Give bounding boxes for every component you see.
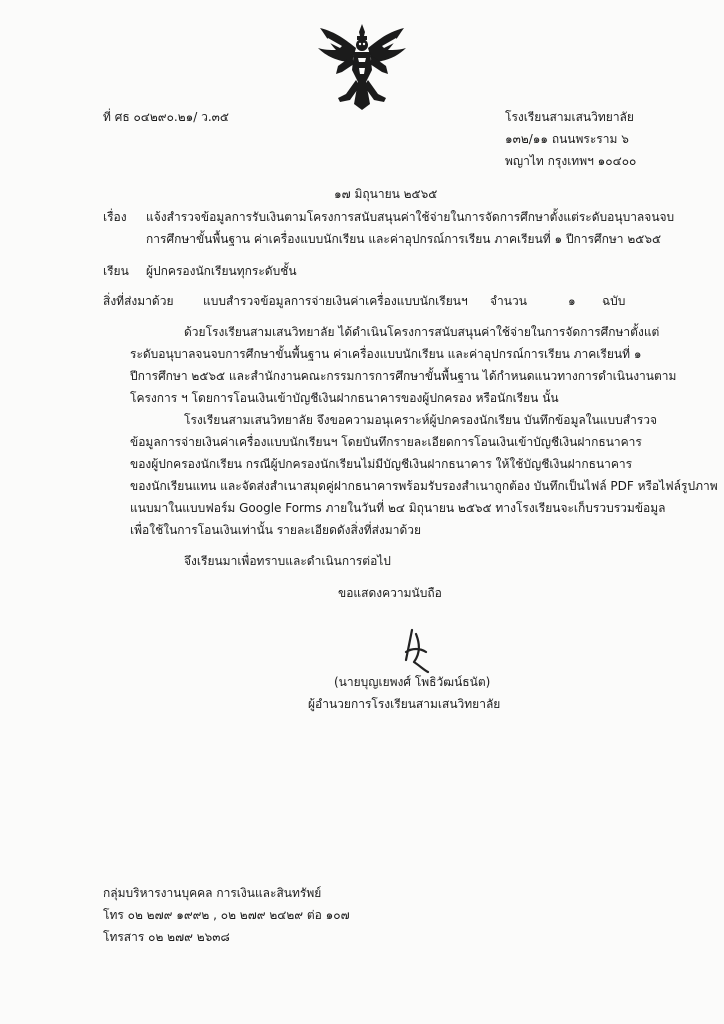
subject-line-1: แจ้งสำรวจข้อมูลการรับเงินตามโครงการสนับสนุนค่าใช้จ่ายในการจัดการศึกษาตั้งแต่ระดับอนุบาลจนจบ [146, 210, 675, 224]
paragraph-1-line-1: ด้วยโรงเรียนสามเสนวิทยาลัย ได้ดำเนินโครงการสนับสนุนค่าใช้จ่ายในการจัดการศึกษาตั้งแต่ [184, 325, 660, 339]
reference-number: ที่ ศธ ๐๔๒๙๐.๒๑/ ว.๓๕ [103, 110, 229, 124]
signer-name: (นายบุญเยพงศ์ โพธิวัฒน์ธนัต) [334, 675, 491, 689]
closing-salutation: ขอแสดงความนับถือ [338, 586, 442, 600]
paragraph-2-line-1: โรงเรียนสามเสนวิทยาลัย จึงขอความอนุเคราะห์ผู้ปกครองนักเรียน บันทึกข้อมูลในแบบสำรวจ [184, 413, 658, 427]
footer-phone: โทร ๐๒ ๒๗๙ ๑๙๙๒ , ๐๒ ๒๗๙ ๒๔๒๙ ต่อ ๑๐๗ [103, 908, 350, 922]
enclosure-qty-label: จำนวน [490, 294, 527, 308]
paragraph-1-line-4: โครงการ ฯ โดยการโอนเงินเข้าบัญชีเงินฝากธนาคารของผู้ปกครอง หรือนักเรียน นั้น [130, 391, 559, 405]
footer-fax: โทรสาร ๐๒ ๒๗๙ ๒๖๓๘ [103, 930, 230, 944]
org-address-line-2: ๑๓๒/๑๑ ถนนพระราม ๖ [505, 132, 629, 146]
org-address-line-1: โรงเรียนสามเสนวิทยาลัย [505, 110, 634, 124]
enclosure-value: แบบสำรวจข้อมูลการจ่ายเงินค่าเครื่องแบบนักเรียนฯ [203, 294, 468, 308]
subject-label: เรื่อง [103, 210, 127, 224]
recipient-value: ผู้ปกครองนักเรียนทุกระดับชั้น [146, 264, 297, 278]
paragraph-2-line-5: แนบมาในแบบฟอร์ม Google Forms ภายในวันที่ ๒๔ มิถุนายน ๒๕๖๕ ทางโรงเรียนจะเก็บรวบรวมข้อมูล [130, 501, 666, 515]
subject-line-2: การศึกษาขั้นพื้นฐาน ค่าเครื่องแบบนักเรียน และค่าอุปกรณ์การเรียน ภาคเรียนที่ ๑ ปีการศึกษา ๒๕๖๕ [146, 232, 662, 246]
org-address-line-3: พญาไท กรุงเทพฯ ๑๐๔๐๐ [505, 154, 637, 168]
signer-title: ผู้อำนวยการโรงเรียนสามเสนวิทยาลัย [308, 697, 501, 711]
paragraph-1-line-2: ระดับอนุบาลจนจบการศึกษาขั้นพื้นฐาน ค่าเครื่องแบบนักเรียน และค่าอุปกรณ์การเรียน ภาคเรียนที่ ๑ [130, 347, 642, 361]
garuda-emblem-icon [316, 22, 408, 112]
paragraph-2-line-4: ของนักเรียนแทน และจัดส่งสำเนาสมุดคู่ฝากธนาคารพร้อมรับรองสำเนาถูกต้อง บันทึกเป็นไฟล์ PDF หรือไฟล์รูปภาพ [130, 479, 718, 493]
paragraph-1-line-3: ปีการศึกษา ๒๕๖๕ และสำนักงานคณะกรรมการการศึกษาขั้นพื้นฐาน ได้กำหนดแนวทางการดำเนินงานตาม [130, 369, 677, 383]
recipient-label: เรียน [103, 264, 129, 278]
footer-department: กลุ่มบริหารงานบุคคล การเงินและสินทรัพย์ [103, 886, 322, 900]
enclosure-qty: ๑ [568, 294, 576, 308]
letter-date: ๑๗ มิถุนายน ๒๕๖๕ [334, 187, 438, 201]
signature-icon [398, 626, 434, 676]
paragraph-2-line-2: ข้อมูลการจ่ายเงินค่าเครื่องแบบนักเรียนฯ โดยบันทึกรายละเอียดการโอนเงินเข้าบัญชีเงินฝากธนาคาร [130, 435, 642, 449]
enclosure-unit: ฉบับ [602, 294, 626, 308]
paragraph-2-line-3: ของผู้ปกครองนักเรียน กรณีผู้ปกครองนักเรียนไม่มีบัญชีเงินฝากธนาคาร ให้ใช้บัญชีเงินฝากธนาคาร [130, 457, 633, 471]
enclosure-label: สิ่งที่ส่งมาด้วย [103, 294, 174, 308]
closing-request: จึงเรียนมาเพื่อทราบและดำเนินการต่อไป [184, 554, 391, 568]
paragraph-2-line-6: เพื่อใช้ในการโอนเงินเท่านั้น รายละเอียดดังสิ่งที่ส่งมาด้วย [130, 523, 422, 537]
